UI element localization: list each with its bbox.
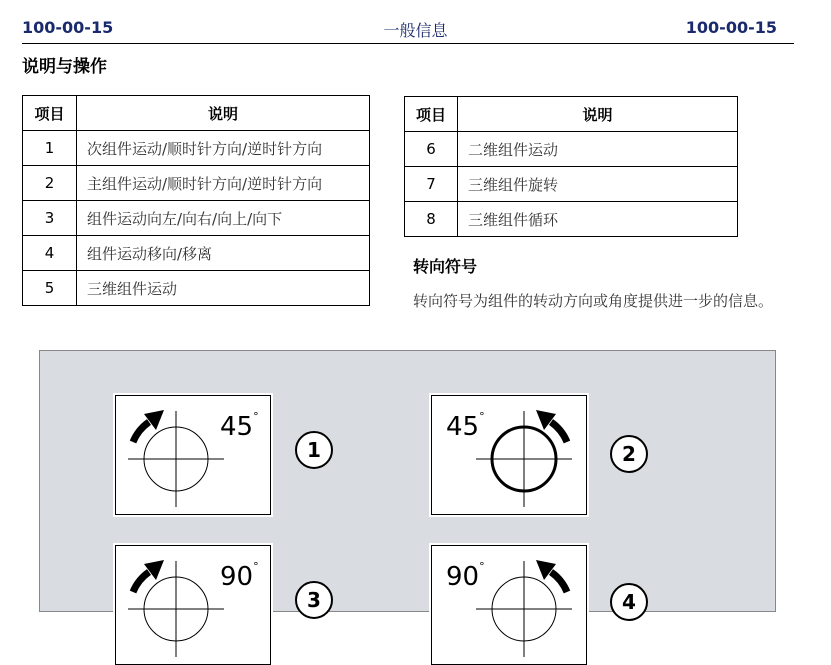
rotation-symbols-figure — [39, 350, 776, 612]
item-number: 2 — [23, 166, 77, 201]
item-description: 二维组件运动 — [458, 132, 738, 167]
item-number: 8 — [405, 202, 458, 237]
table-row — [405, 132, 738, 167]
callout-3: 3 — [295, 581, 333, 619]
item-description: 主组件运动/顺时针方向/逆时针方向 — [77, 166, 370, 201]
table-row — [405, 167, 738, 202]
page-code-right: 100-00-15 — [685, 18, 777, 37]
item-number: 1 — [23, 131, 77, 166]
angle-label: 90° — [446, 560, 485, 592]
rotation-symbols-text: 转向符号为组件的转动方向或角度提供进一步的信息。 — [413, 292, 774, 310]
column-header-item: 项目 — [405, 97, 458, 132]
item-number: 4 — [23, 236, 77, 271]
column-header-description: 说明 — [77, 96, 370, 131]
table-row — [23, 166, 370, 201]
item-description: 次组件运动/顺时针方向/逆时针方向 — [77, 131, 370, 166]
rotation-panel-3 — [115, 545, 271, 665]
item-number: 5 — [23, 271, 77, 306]
item-description: 三维组件循环 — [458, 202, 738, 237]
page-title: 一般信息 — [383, 21, 448, 40]
header-divider — [22, 43, 794, 44]
callout-1: 1 — [295, 431, 333, 469]
item-description: 三维组件运动 — [77, 271, 370, 306]
section-title: 说明与操作 — [22, 57, 107, 77]
description-table-right — [404, 96, 738, 237]
description-table-left — [22, 95, 370, 306]
callout-2: 2 — [610, 435, 648, 473]
item-description: 三维组件旋转 — [458, 167, 738, 202]
column-header-item: 项目 — [23, 96, 77, 131]
rotation-panel-4 — [431, 545, 587, 665]
page-code-left: 100-00-15 — [22, 18, 114, 37]
item-description: 组件运动向左/向右/向上/向下 — [77, 201, 370, 236]
angle-label: 45° — [446, 410, 485, 442]
item-number: 3 — [23, 201, 77, 236]
table-header-row — [23, 96, 370, 131]
angle-label: 45° — [220, 410, 259, 442]
item-number: 7 — [405, 167, 458, 202]
table-row — [405, 202, 738, 237]
table-row — [23, 201, 370, 236]
rotation-panel-1 — [115, 395, 271, 515]
column-header-description: 说明 — [458, 97, 738, 132]
callout-4: 4 — [610, 583, 648, 621]
rotation-symbols-title: 转向符号 — [413, 257, 478, 276]
item-description: 组件运动移向/移离 — [77, 236, 370, 271]
table-header-row — [405, 97, 738, 132]
table-row — [23, 131, 370, 166]
table-row — [23, 236, 370, 271]
item-number: 6 — [405, 132, 458, 167]
angle-label: 90° — [220, 560, 259, 592]
table-row — [23, 271, 370, 306]
rotation-panel-2 — [431, 395, 587, 515]
